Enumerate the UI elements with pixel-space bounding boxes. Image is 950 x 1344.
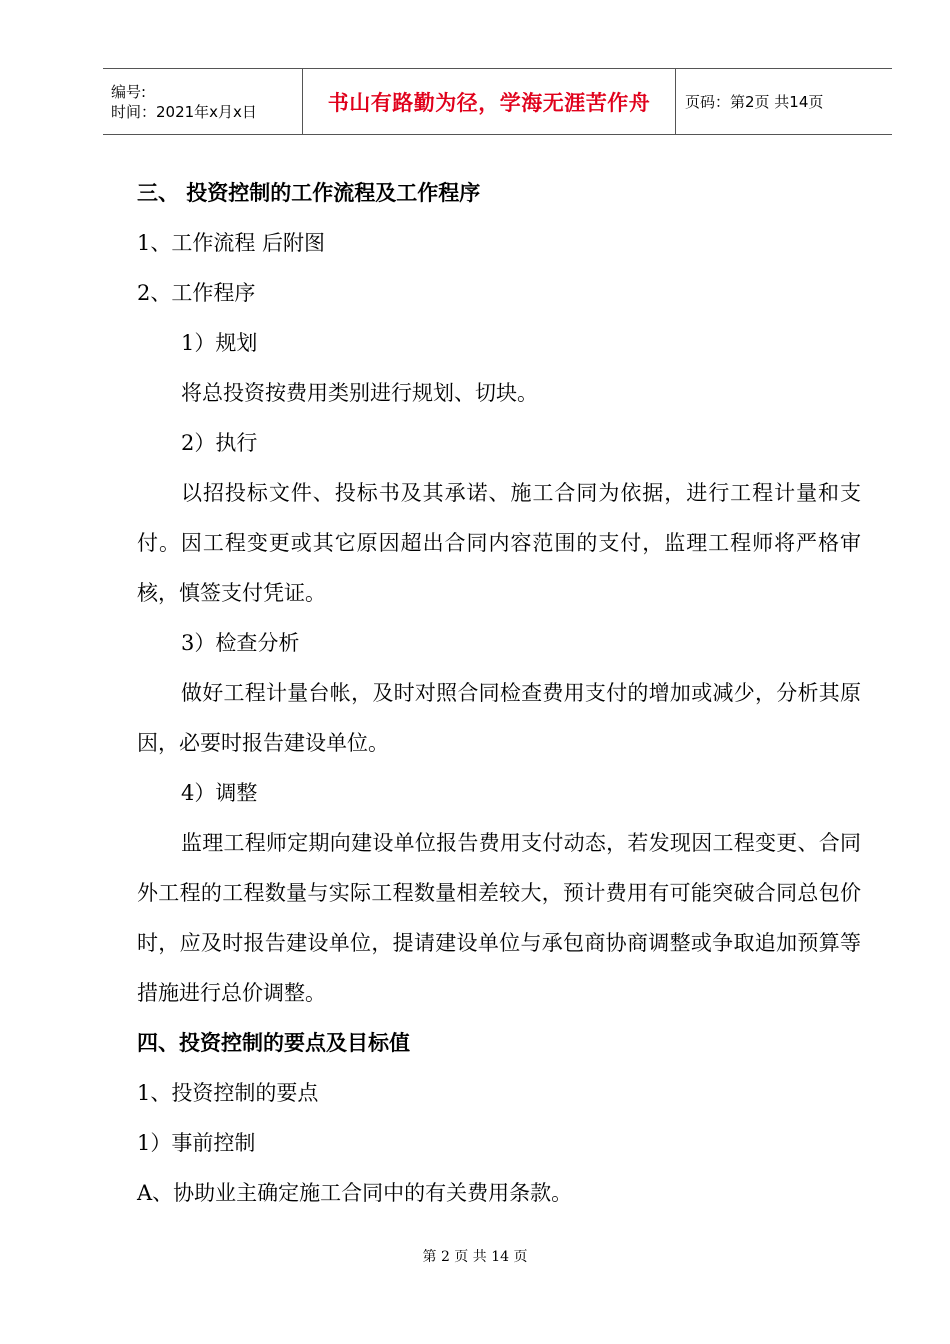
header-page-info-cell [676,69,892,134]
sub2-text: 以招投标文件、投标书及其承诺、施工合同为依据，进行工程计量和支付。因工程变更或其它原因超出合同内容范围的支付，监理工程师将严格审核，慎签支付凭证。 [137,481,861,605]
header-meta [103,69,303,134]
section3-title: 三、 投资控制的工作流程及工作程序 [137,181,481,205]
sub3-title: 3）检查分析 [181,631,300,655]
item1-workflow: 1、工作流程 后附图 [137,231,326,255]
s4-sub1: 1）事前控制 [137,1131,256,1155]
header-page-info: 页码：第2页 共14页 [685,93,824,111]
sub1-text: 将总投资按费用类别进行规划、切块。 [181,381,538,405]
s4-item1: 1、投资控制的要点 [137,1081,319,1105]
s4-item-a: A、协助业主确定施工合同中的有关费用条款。 [137,1181,573,1205]
page-header [103,68,892,135]
sub4-text: 监理工程师定期向建设单位报告费用支付动态，若发现因工程变更、合同外工程的工程数量与实际工程数量相差较大，预计费用有可能突破合同总包价时，应及时报告建设单位，提请建设单位与承包商协商调整或争取追加预算等措施进行总价调整。 [137,831,861,1005]
page-footer: 第 2 页 共 14 页 [422,1249,528,1265]
sub4-title: 4）调整 [181,781,258,805]
sub2-title: 2）执行 [181,431,258,455]
section4-title: 四、投资控制的要点及目标值 [137,1031,410,1055]
header-motto-cell [303,69,676,134]
sub1-title: 1）规划 [181,331,258,355]
item2-procedure: 2、工作程序 [137,281,256,305]
header-motto: 书山有路勤为径，学海无涯苦作舟 [327,90,651,115]
time-label: 时间：2021年x月x日 [111,102,257,121]
sub3-text: 做好工程计量台帐，及时对照合同检查费用支付的增加或减少，分析其原因，必要时报告建设单位。 [137,681,861,755]
document-body [137,168,861,1218]
number-label: 编号: [111,82,147,101]
